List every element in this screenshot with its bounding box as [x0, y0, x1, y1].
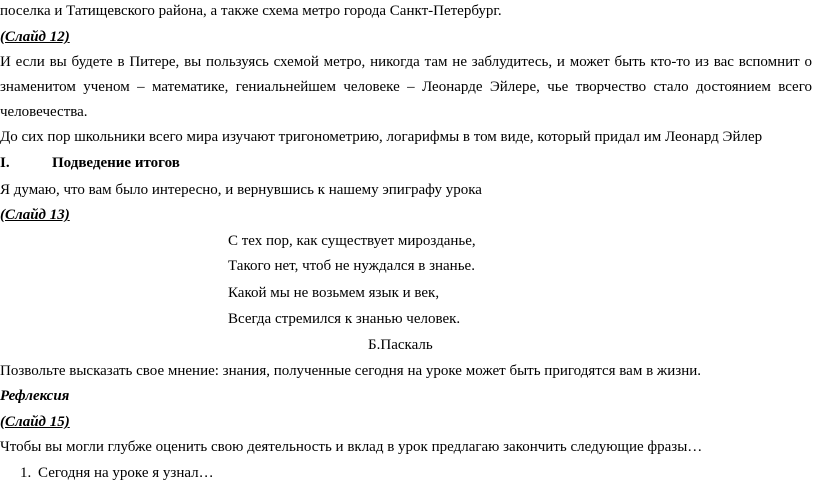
paragraph-2: До сих пор школьники всего мира изучают тригонометрию, логарифмы в том виде, который придал им Леонард Эйлер: [0, 129, 763, 145]
poem-line-2: Такого нет, чтоб не нуждался в знанье.: [228, 258, 475, 274]
reflection-title: Рефлексия: [0, 388, 70, 404]
section-title: Подведение итогов: [52, 155, 180, 171]
section-numeral: I.: [0, 155, 10, 171]
slide-12-label: (Слайд 12): [0, 29, 70, 45]
slide-15-label: (Слайд 15): [0, 414, 70, 430]
poem-author: Б.Паскаль: [368, 337, 433, 353]
paragraph-1-line-3: человечества.: [0, 104, 88, 120]
poem-line-1: С тех пор, как существует мирозданье,: [228, 233, 476, 249]
poem-line-4: Всегда стремился к знанью человек.: [228, 311, 461, 327]
list-item-1-text: Сегодня на уроке я узнал…: [38, 465, 214, 481]
paragraph-4: Позвольте высказать свое мнение: знания, полученные сегодня на уроке может быть пригодятся вам в жизни.: [0, 363, 702, 379]
text-line-intro: поселка и Татищевского района, а также схема метро города Санкт-Петербург.: [0, 3, 502, 19]
paragraph-1-line-1: И если вы будете в Питере, вы пользуясь схемой метро, никогда там не заблудитесь, и может быть кто-то из вас вспомнит о: [0, 54, 812, 70]
poem-line-3: Какой мы не возьмем язык и век,: [228, 285, 440, 301]
paragraph-1-line-2: знаменитом ученом – математике, гениальнейшем человеке – Леонарде Эйлере, чье творчество стало достоянием всего: [0, 79, 812, 95]
paragraph-5: Чтобы вы могли глубже оценить свою деятельность и вклад в урок предлагаю закончить следующие фразы…: [0, 439, 703, 455]
list-item-1-number: 1.: [20, 465, 32, 481]
slide-13-label: (Слайд 13): [0, 207, 70, 223]
paragraph-3: Я думаю, что вам было интересно, и вернувшись к нашему эпиграфу урока: [0, 182, 482, 198]
